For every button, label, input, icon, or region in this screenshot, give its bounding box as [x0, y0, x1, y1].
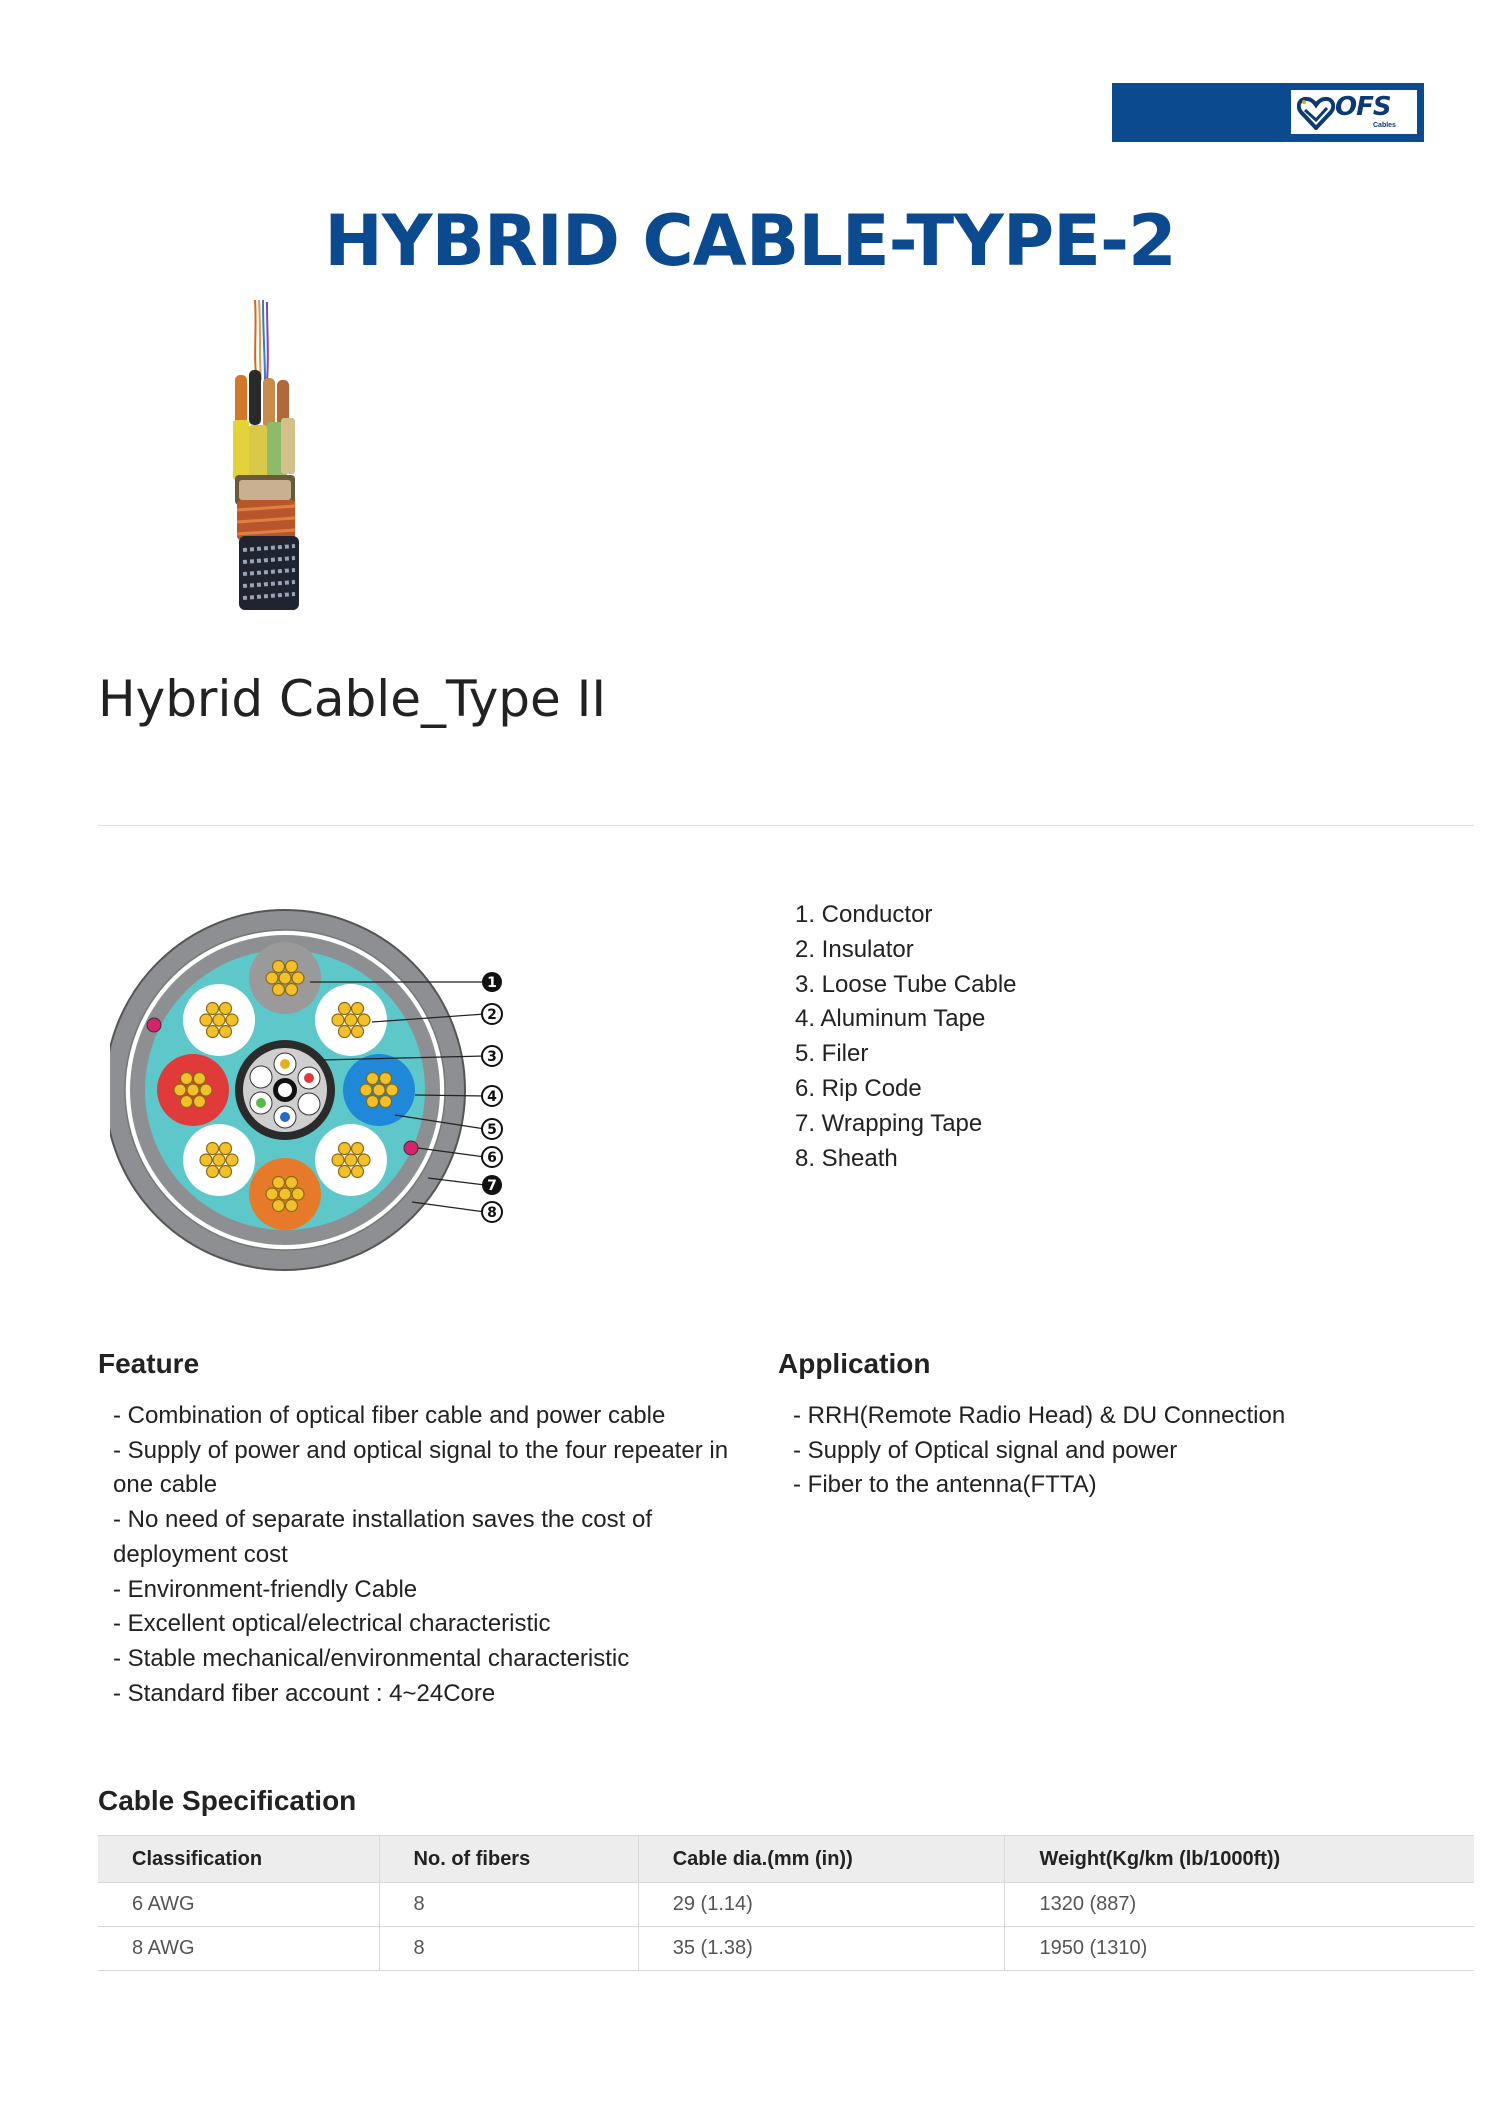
table-cell: 35 (1.38)	[638, 1927, 1005, 1971]
legend-item: 8. Sheath	[795, 1144, 898, 1172]
table-row	[98, 1883, 1474, 1927]
svg-text:5: 5	[487, 1122, 497, 1138]
marker-1	[482, 972, 502, 992]
marker-6	[482, 1147, 502, 1167]
legend-item: 7. Wrapping Tape	[795, 1109, 983, 1137]
application-heading: Application	[778, 1348, 931, 1379]
legend-item: 2. Insulator	[795, 935, 914, 963]
table-cell: 1950 (1310)	[1005, 1927, 1474, 1971]
table-cell: 6 AWG	[98, 1883, 379, 1927]
table-cell: 8	[379, 1927, 638, 1971]
ofs-logo[interactable]	[1289, 88, 1419, 136]
table-cell: 8	[379, 1883, 638, 1927]
feature-heading: Feature	[98, 1348, 200, 1379]
legend-item: 4. Aluminum Tape	[795, 1005, 986, 1033]
legend-item: 1. Conductor	[795, 901, 933, 928]
feature-item: - Combination of optical fiber cable and power cable	[113, 1402, 666, 1429]
svg-text:2: 2	[487, 1007, 497, 1023]
spec-table	[98, 1835, 1474, 1971]
svg-text:1: 1	[487, 975, 497, 991]
section-divider	[98, 825, 1474, 826]
column-header: Classification	[98, 1836, 379, 1883]
legend-item: 3. Loose Tube Cable	[795, 970, 1017, 998]
table-header-row	[98, 1836, 1474, 1883]
svg-text:8: 8	[487, 1205, 497, 1221]
application-item: - Fiber to the antenna(FTTA)	[793, 1471, 1097, 1499]
cable-photo	[225, 300, 315, 610]
feature-item: one cable	[113, 1471, 218, 1499]
marker-8	[482, 1202, 502, 1222]
svg-text:3: 3	[487, 1049, 497, 1065]
table-cell: 29 (1.14)	[638, 1883, 1005, 1927]
marker-7	[482, 1175, 502, 1195]
feature-item: - Excellent optical/electrical characteristic	[113, 1610, 551, 1638]
legend-item: 5. Filer	[795, 1040, 869, 1068]
legend-item: 6. Rip Code	[795, 1074, 922, 1102]
table-cell: 8 AWG	[98, 1927, 379, 1971]
logo-subtext: Cables	[1373, 122, 1396, 129]
application-item: - Supply of Optical signal and power	[793, 1436, 1178, 1464]
application-item: - RRH(Remote Radio Head) & DU Connection	[793, 1402, 1286, 1429]
column-header: Weight(Kg/km (lb/1000ft))	[1005, 1836, 1474, 1883]
page-title: HYBRID CABLE-TYPE-2	[324, 200, 1176, 282]
heart-logo-icon	[1297, 96, 1335, 130]
svg-text:7: 7	[487, 1178, 497, 1194]
marker-4	[482, 1086, 502, 1106]
spec-heading: Cable Specification	[98, 1785, 357, 1816]
cable-cross-section-diagram	[110, 900, 510, 1280]
logo-text: OFS	[1335, 92, 1391, 122]
feature-item: - Stable mechanical/environmental characteristic	[113, 1644, 630, 1672]
feature-item: - No need of separate installation saves the cost of	[113, 1506, 652, 1534]
marker-2	[482, 1004, 502, 1024]
feature-item: deployment cost	[113, 1540, 288, 1568]
feature-item: - Supply of power and optical signal to the four repeater in	[113, 1436, 729, 1464]
table-row	[98, 1927, 1474, 1971]
table-cell: 1320 (887)	[1005, 1883, 1474, 1927]
marker-3	[482, 1046, 502, 1066]
feature-list	[113, 1399, 753, 1711]
column-header: No. of fibers	[379, 1836, 638, 1883]
component-legend	[795, 898, 1017, 1176]
column-header: Cable dia.(mm (in))	[638, 1836, 1005, 1883]
product-subtitle: Hybrid Cable_Type II	[98, 670, 607, 728]
svg-text:6: 6	[487, 1150, 497, 1166]
application-list	[793, 1399, 1433, 1503]
feature-item: - Standard fiber account : 4~24Core	[113, 1679, 496, 1707]
svg-text:4: 4	[487, 1089, 497, 1105]
marker-5	[482, 1119, 502, 1139]
feature-item: - Environment-friendly Cable	[113, 1575, 418, 1603]
